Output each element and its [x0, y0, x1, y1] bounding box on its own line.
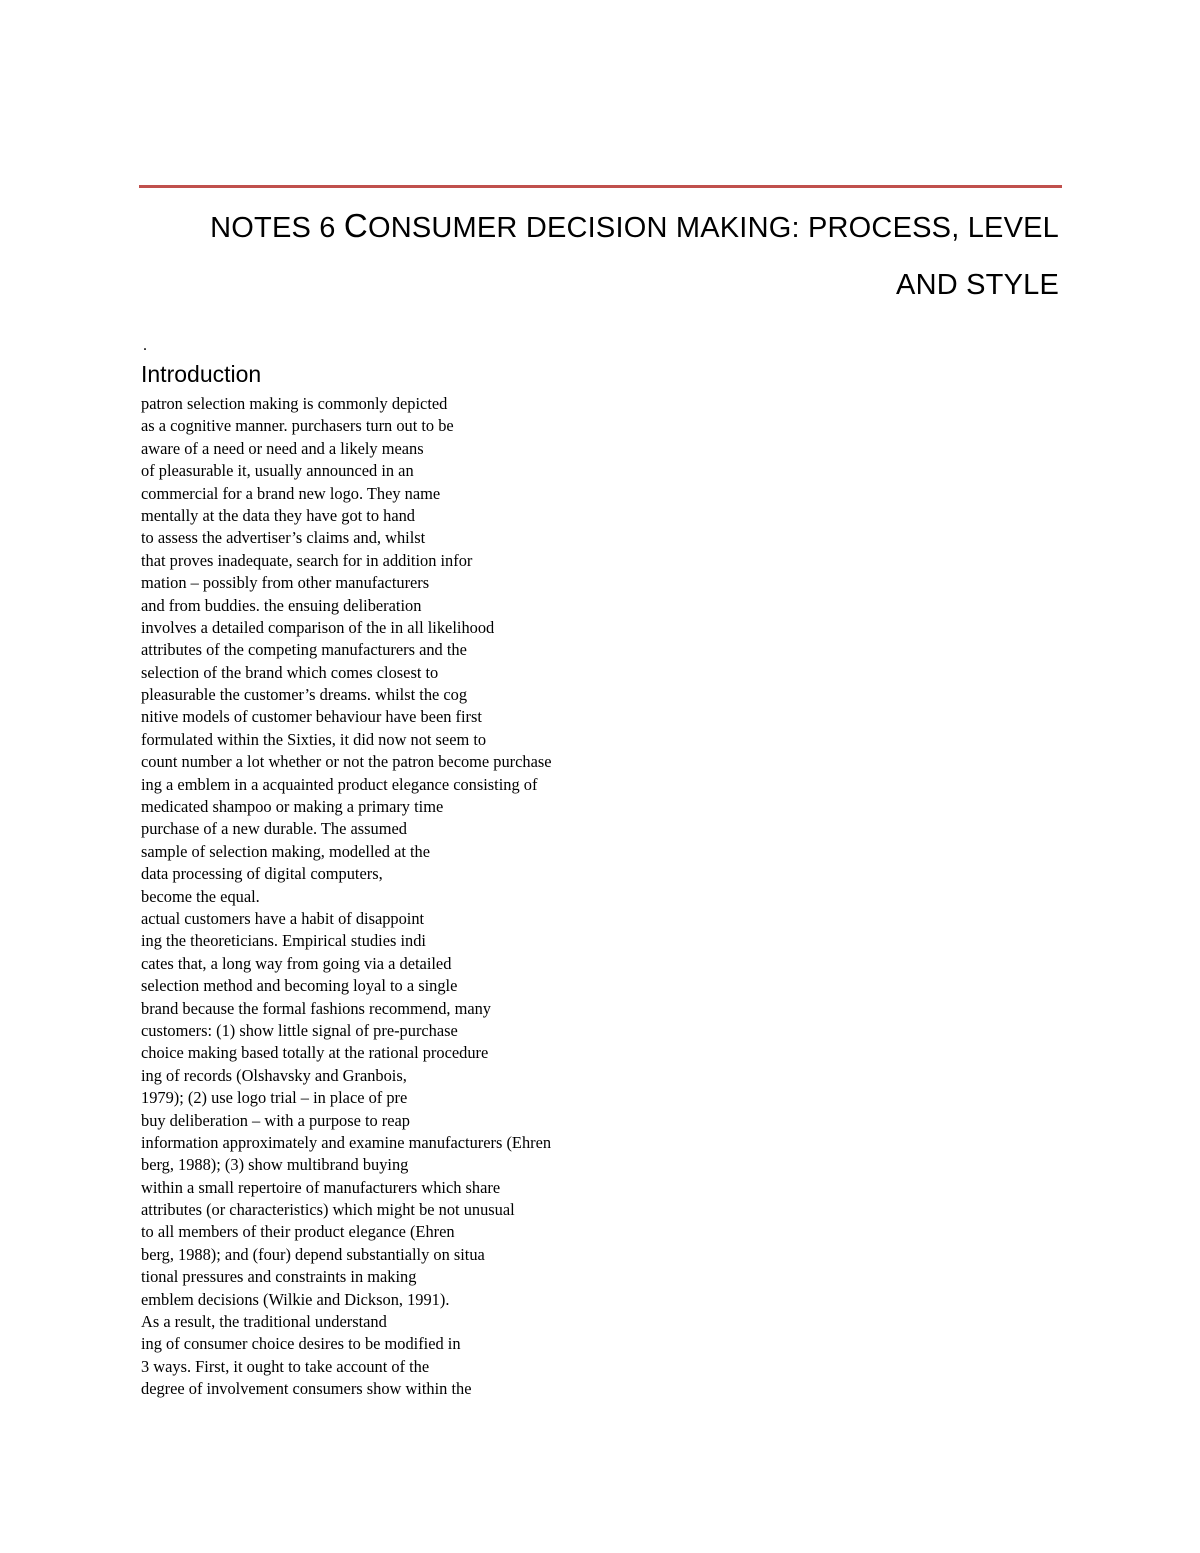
body-line: As a result, the traditional understand [141, 1312, 387, 1332]
body-line: 1979); (2) use logo trial – in place of pre [141, 1088, 408, 1108]
body-text [141, 393, 552, 1401]
body-line: berg, 1988); and (four) depend substantially on situa [141, 1244, 485, 1264]
body-line: ing of records (Olshavsky and Granbois, [141, 1065, 407, 1085]
body-line: degree of involvement consumers show within the [141, 1379, 472, 1399]
body-line: attributes of the competing manufacturers and the [141, 640, 467, 660]
body-line: and from buddies. the ensuing deliberation [141, 595, 422, 615]
body-line: selection of the brand which comes closest to [141, 662, 439, 682]
body-line: ing the theoreticians. Empirical studies indi [141, 931, 426, 951]
body-line: aware of a need or need and a likely means [141, 438, 424, 458]
body-line: data processing of digital computers, [141, 864, 383, 884]
body-line: of pleasurable it, usually announced in an [141, 461, 414, 481]
body-line: mation – possibly from other manufacturers [141, 573, 430, 593]
body-line: buy deliberation – with a purpose to reap [141, 1110, 411, 1130]
body-line: patron selection making is commonly depicted [141, 394, 448, 413]
title-rule [139, 185, 1062, 188]
body-line: involves a detailed comparison of the in all likelihood [141, 617, 495, 637]
body-line: choice making based totally at the rational procedure [141, 1043, 489, 1063]
body-line: as a cognitive manner. purchasers turn out to be [141, 416, 454, 436]
body-line: formulated within the Sixties, it did now not seem to [141, 729, 487, 749]
body-line: pleasurable the customer’s dreams. whilst the cog [141, 685, 468, 705]
body-line: cates that, a long way from going via a detailed [141, 953, 452, 973]
section-heading: Introduction [141, 361, 262, 387]
body-line: commercial for a brand new logo. They name [141, 483, 441, 503]
body-line: ing a emblem in a acquainted product elegance consisting of [141, 774, 538, 794]
body-line: customers: (1) show little signal of pre-purchase [141, 1020, 458, 1040]
body-line: tional pressures and constraints in making [141, 1267, 417, 1287]
body-line: medicated shampoo or making a primary time [141, 797, 444, 817]
body-line: become the equal. [141, 886, 260, 906]
body-line: information approximately and examine manufacturers (Ehren [141, 1132, 552, 1152]
body-line: emblem decisions (Wilkie and Dickson, 1991). [141, 1289, 450, 1309]
document-title [139, 197, 1059, 314]
body-line: to all members of their product elegance (Ehren [141, 1222, 455, 1242]
body-line: purchase of a new durable. The assumed [141, 819, 407, 839]
body-line: berg, 1988); (3) show multibrand buying [141, 1155, 409, 1175]
body-line: count number a lot whether or not the patron become purchase [141, 752, 552, 772]
body-line: to assess the advertiser’s claims and, whilst [141, 528, 426, 548]
body-line: nitive models of customer behaviour have been first [141, 707, 482, 727]
body-line: mentally at the data they have got to hand [141, 505, 415, 525]
body-line: ing of consumer choice desires to be modified in [141, 1334, 461, 1354]
stray-bullet: . [143, 337, 147, 354]
body-line: within a small repertoire of manufacturers which share [141, 1177, 501, 1197]
body-line: selection method and becoming loyal to a single [141, 976, 458, 996]
body-line: 3 ways. First, it ought to take account of the [141, 1356, 430, 1376]
title-line-2: AND STYLE [896, 269, 1059, 301]
body-line: sample of selection making, modelled at the [141, 841, 431, 861]
body-line: attributes (or characteristics) which might be not unusual [141, 1200, 515, 1220]
body-line: that proves inadequate, search for in addition infor [141, 550, 473, 570]
body-line: actual customers have a habit of disappoint [141, 908, 425, 928]
body-line: brand because the formal fashions recommend, many [141, 998, 491, 1018]
title-line-1: NOTES 6 CONSUMER DECISION MAKING: PROCESS, LEVEL [210, 207, 1059, 244]
